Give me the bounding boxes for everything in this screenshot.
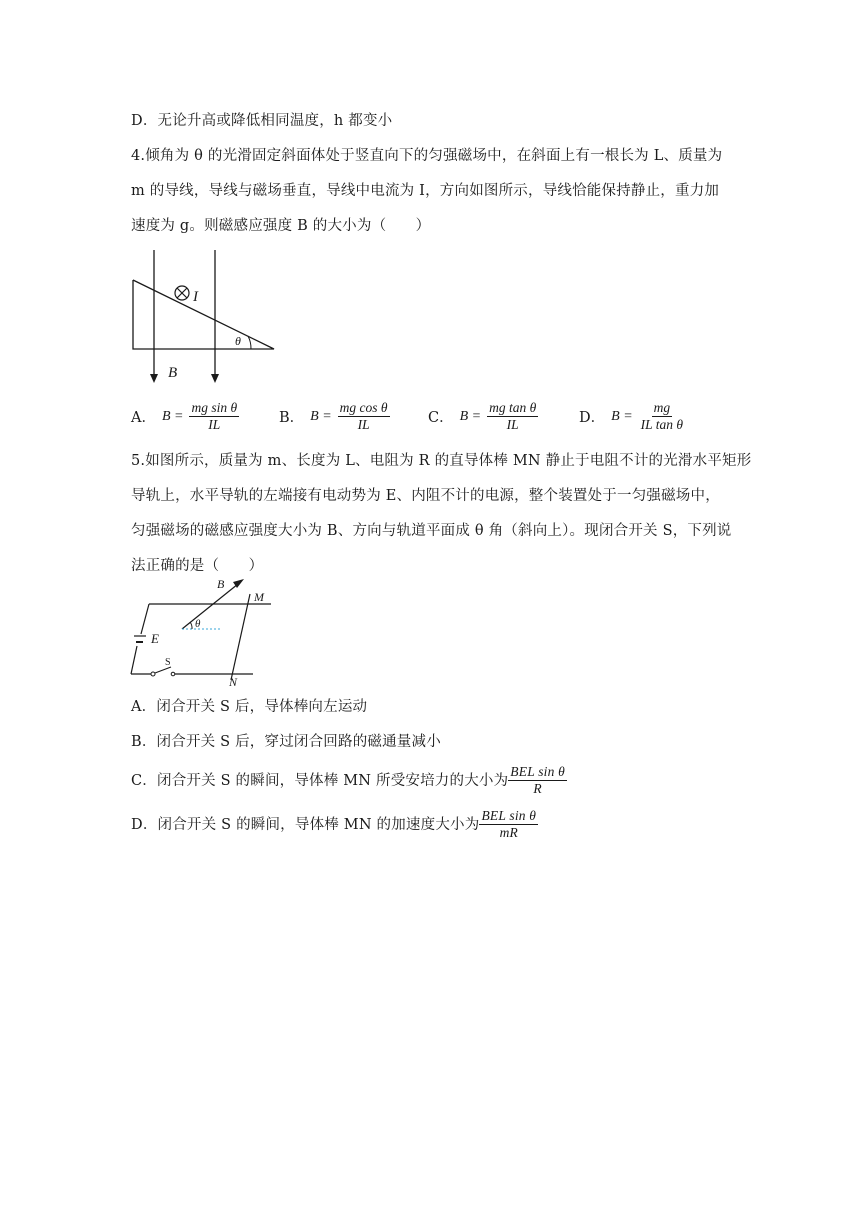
q4-option-b	[279, 400, 390, 433]
q4-option-c	[428, 400, 538, 433]
q3-option-d: D．无论升高或降低相同温度，h 都变小	[131, 113, 393, 129]
q4-option-d	[579, 400, 685, 433]
fraction-numerator: BEL sin θ	[510, 764, 565, 779]
q5-text-line2: 导轨上，水平导轨的左端接有电动势为 E、内阻不计的电源，整个装置处于一匀强磁场中，	[131, 488, 720, 504]
option-label: C．	[428, 410, 454, 426]
m-label: M	[254, 590, 264, 604]
fraction-denominator: IL	[208, 417, 221, 432]
option-lhs: B =	[611, 408, 633, 424]
q5-text-line1: 5.如图所示，质量为 m、长度为 L、电阻为 R 的直导体棒 MN 静止于电阻不计的光滑水平矩形	[131, 453, 752, 469]
fraction-numerator: mg	[653, 400, 671, 415]
fraction-denominator: mR	[499, 825, 518, 840]
option-label: A．	[131, 410, 156, 426]
q4-option-a	[131, 400, 239, 433]
q4-text-line1: 4.倾角为 θ 的光滑固定斜面体处于竖直向下的匀强磁场中，在斜面上有一根长为 L、质量为	[131, 148, 723, 164]
q4-text-line3: 速度为 g。则磁感应强度 B 的大小为（ ）	[131, 218, 431, 234]
option-text: C．闭合开关 S 的瞬间，导体棒 MN 所受安培力的大小为	[131, 772, 509, 789]
fraction-numerator: mg tan θ	[489, 400, 537, 415]
fraction-numerator: BEL sin θ	[481, 808, 537, 823]
b-vector-label: B	[217, 577, 225, 591]
fraction-denominator: IL	[506, 417, 519, 432]
option-label: D．	[579, 410, 606, 426]
q5-rail-figure	[125, 576, 285, 688]
n-label: N	[229, 675, 238, 688]
option-lhs: B =	[310, 408, 332, 424]
q4-text-line2: m 的导线，导线与磁场垂直，导线中电流为 I，方向如图所示，导线恰能保持静止，重力加	[131, 183, 720, 199]
option-text: D．闭合开关 S 的瞬间，导体棒 MN 的加速度大小为	[131, 816, 480, 833]
q5-option-b: B．闭合开关 S 后，穿过闭合回路的磁通量减小	[131, 734, 441, 750]
angle-label: θ	[235, 334, 241, 348]
fraction-denominator: R	[533, 781, 542, 796]
option-label: B．	[279, 410, 305, 426]
q5-option-a: A．闭合开关 S 后，导体棒向左运动	[131, 699, 368, 715]
option-lhs: B =	[161, 408, 184, 424]
q4-incline-figure	[125, 250, 285, 390]
fraction-numerator: mg cos θ	[339, 400, 388, 415]
fraction-denominator: IL tan θ	[640, 417, 684, 432]
q5-text-line4: 法正确的是（ ）	[131, 558, 264, 574]
q5-option-c	[131, 764, 567, 797]
switch-label: S	[165, 657, 171, 668]
q5-option-d	[131, 808, 538, 841]
q5-text-line3: 匀强磁场的磁感应强度大小为 B、方向与轨道平面成 θ 角（斜向上）。现闭合开关 S，下列说	[131, 523, 732, 539]
option-lhs: B =	[459, 408, 482, 424]
fraction-numerator: mg sin θ	[191, 400, 238, 415]
fraction-denominator: IL	[357, 417, 370, 432]
emf-label: E	[151, 631, 159, 646]
current-label: I	[193, 289, 198, 305]
q4-options	[131, 400, 731, 444]
field-label: B	[168, 365, 178, 381]
theta-label: θ	[195, 618, 201, 630]
